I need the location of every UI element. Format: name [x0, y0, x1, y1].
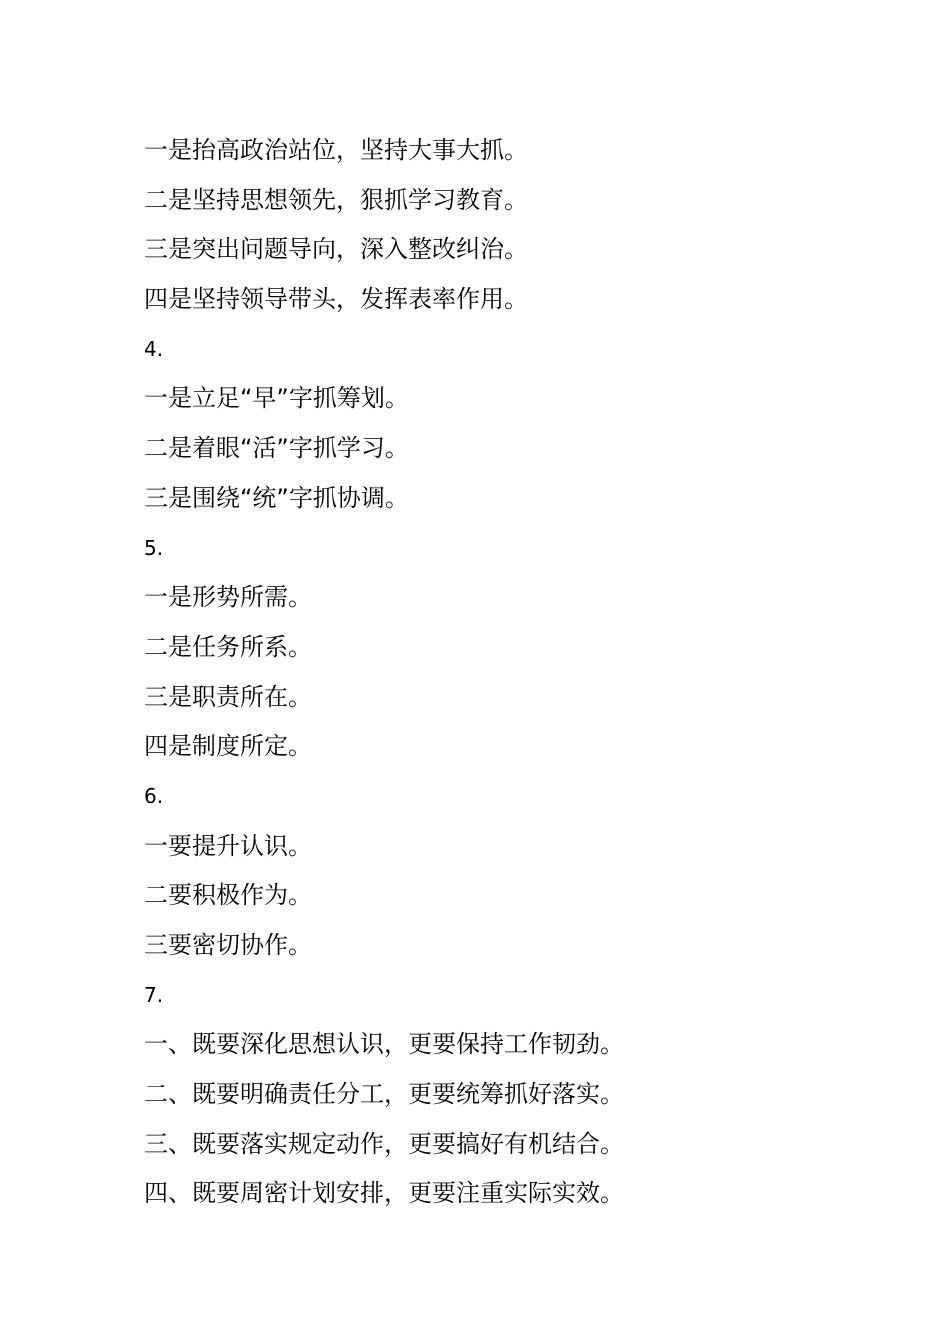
text-line: 一是形势所需。: [144, 583, 312, 612]
text-line: 一是抬高政治站位，坚持大事大抓。: [144, 136, 528, 164]
text-line: 二要积极作为。: [144, 881, 312, 910]
text-line: 二是任务所系。: [144, 632, 312, 661]
text-line: 三、既要落实规定动作，更要搞好有机结合。: [144, 1129, 624, 1158]
text-line: 四、既要周密计划安排，更要注重实际实效。: [144, 1179, 624, 1208]
text-line: 三是突出问题导向，深入整改纠治。: [144, 235, 528, 264]
text-line: 三要密切协作。: [144, 931, 312, 959]
text-line: 一要提升认识。: [144, 831, 312, 860]
text-line: 三是围绕“统”字抓协调。: [144, 483, 409, 512]
text-line: 二、既要明确责任分工，更要统筹抓好落实。: [144, 1080, 624, 1109]
section-number: 4.: [144, 336, 164, 361]
document-body: [144, 126, 844, 1219]
text-line: 一是立足“早”字抓筹划。: [144, 384, 409, 413]
text-line: 四是坚持领导带头，发挥表率作用。: [144, 285, 528, 314]
section-number: 6.: [144, 783, 164, 808]
text-line: 四是制度所定。: [144, 732, 312, 761]
section-number: 5.: [144, 535, 164, 560]
text-line: 一、既要深化思想认识，更要保持工作韧劲。: [144, 1030, 624, 1059]
section-number: 7.: [144, 982, 164, 1007]
text-line: 二是坚持思想领先，狠抓学习教育。: [144, 185, 528, 214]
text-line: 二是着眼“活”字抓学习。: [144, 434, 409, 463]
text-line: 三是职责所在。: [144, 682, 312, 711]
